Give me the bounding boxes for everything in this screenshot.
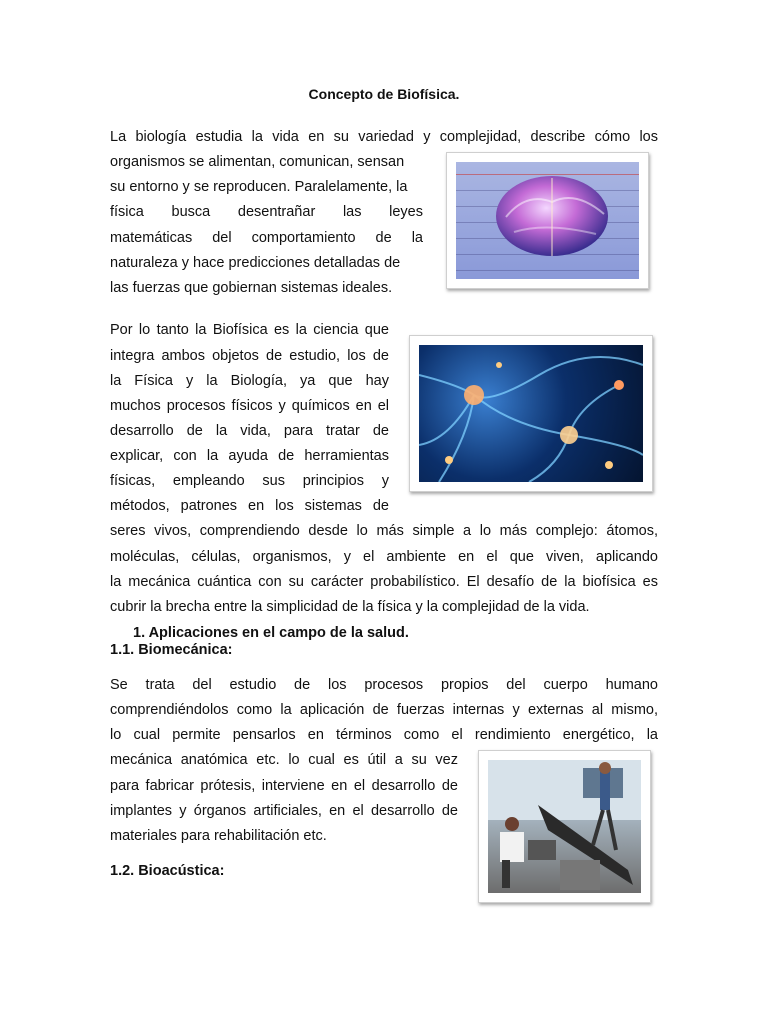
- paragraph-3-line: lo cual permite pensarlos en términos como el rendimiento energético, la: [110, 727, 658, 743]
- paragraph-3-line: comprendiéndolos como la aplicación de fuerzas internas y externas al mismo,: [110, 702, 658, 718]
- paragraph-2-line: desarrollo de la vida, para tratar de: [110, 423, 389, 439]
- paragraph-3-line: implantes y órganos artificiales, en el desarrollo de: [110, 803, 458, 819]
- paragraph-2-line: la mecánica cuántica con su carácter probabilístico. El desafío de la biofísica es: [110, 574, 658, 590]
- page-title: Concepto de Biofísica.: [308, 86, 460, 102]
- treadmill-icon: [488, 760, 641, 893]
- section-heading-1-2: 1.2. Bioacústica:: [110, 863, 225, 879]
- brain-eeg-illustration: [456, 162, 639, 279]
- neurons-illustration: [419, 345, 643, 482]
- paragraph-2-line: físicas, empleando sus principios y: [110, 473, 389, 489]
- paragraph-3-line: para fabricar prótesis, interviene en el desarrollo de: [110, 778, 458, 794]
- paragraph-2-line: seres vivos, comprendiendo desde lo más simple a lo más complejo: átomos,: [110, 523, 658, 539]
- paragraph-3-line: materiales para rehabilitación etc.: [110, 828, 327, 844]
- neurons-image: [409, 335, 653, 492]
- paragraph-2-line: muchos procesos físicos y químicos en el: [110, 398, 389, 414]
- paragraph-3-line: mecánica anatómica etc. lo cual es útil a su vez: [110, 752, 458, 768]
- paragraph-1-line: organismos se alimentan, comunican, sensan: [110, 154, 405, 170]
- paragraph-3-line: Se trata del estudio de los procesos propios del cuerpo humano: [110, 677, 658, 693]
- paragraph-2-line: moléculas, células, organismos, y el ambiente en el que viven, aplicando: [110, 549, 658, 565]
- paragraph-1-line: física busca desentrañar las leyes: [110, 204, 423, 220]
- paragraph-1-line: La biología estudia la vida en su variedad y complejidad, describe cómo los: [110, 129, 658, 145]
- paragraph-2-line: la Física y la Biología, ya que hay: [110, 373, 389, 389]
- paragraph-2-line: explicar, con la ayuda de herramientas: [110, 448, 389, 464]
- paragraph-2-line: Por lo tanto la Biofísica es la ciencia que: [110, 322, 389, 338]
- paragraph-2-line: cubrir la brecha entre la simplicidad de la física y la complejidad de la vida.: [110, 599, 590, 615]
- paragraph-1-line: naturaleza y hace predicciones detalladas de: [110, 255, 401, 271]
- biomechanics-lab-image: [478, 750, 651, 903]
- biomechanics-lab-photo: [488, 760, 641, 893]
- neuron-icon: [419, 345, 643, 482]
- section-heading-1: 1. Aplicaciones en el campo de la salud.: [133, 625, 409, 641]
- paragraph-1-line: su entorno y se reproducen. Paralelamente, la: [110, 179, 408, 195]
- paragraph-2-line: integra ambos objetos de estudio, los de: [110, 348, 389, 364]
- paragraph-1-line: matemáticas del comportamiento de la: [110, 230, 423, 246]
- brain-eeg-image: [446, 152, 649, 289]
- section-heading-1-1: 1.1. Biomecánica:: [110, 642, 233, 658]
- brain-icon: [456, 162, 639, 279]
- paragraph-1-line: las fuerzas que gobiernan sistemas ideales.: [110, 280, 393, 296]
- paragraph-2-line: métodos, patrones en los sistemas de: [110, 498, 389, 514]
